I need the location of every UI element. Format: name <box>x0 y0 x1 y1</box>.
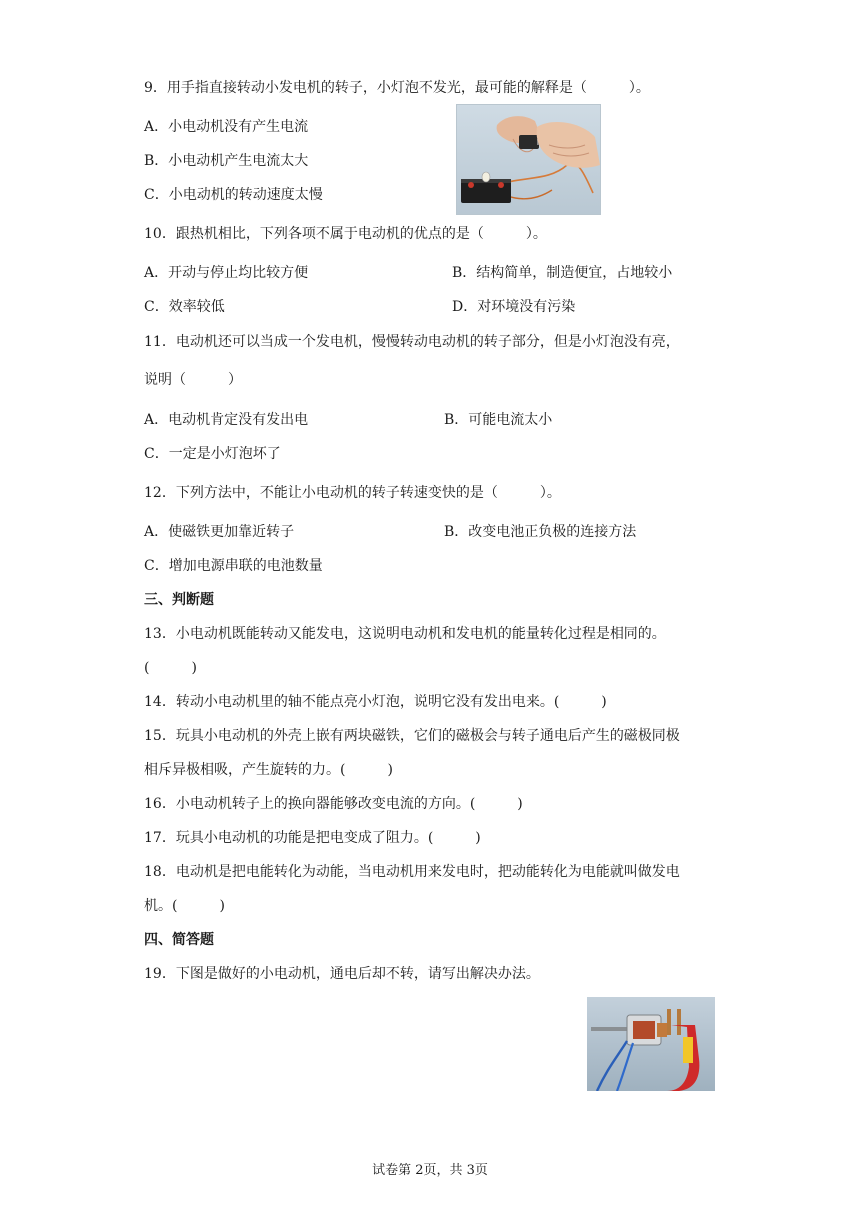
q10-option-b: B．结构简单，制造便宜，占地较小 <box>452 265 673 281</box>
q12-option-a: A．使磁铁更加靠近转子 <box>144 524 295 540</box>
section-true-false-heading: 三、判断题 <box>144 592 214 608</box>
q10-option-d: D．对环境没有污染 <box>452 299 576 315</box>
q16: 16．小电动机转子上的换向器能够改变电流的方向。( ) <box>144 796 523 812</box>
q17: 17．玩具小电动机的功能是把电变成了阻力。( ) <box>144 830 481 846</box>
q11-option-b: B．可能电流太小 <box>444 412 553 428</box>
motor-bulb-photo <box>456 104 601 215</box>
q12-option-b: B．改变电池正负极的连接方法 <box>444 524 637 540</box>
q18-line1: 18．电动机是把电能转化为动能，当电动机用来发电时，把动能转化为电能就叫做发电 <box>144 864 680 880</box>
q14: 14．转动小电动机里的轴不能点亮小灯泡，说明它没有发出电来。( ) <box>144 694 607 710</box>
small-motor-photo <box>587 997 715 1091</box>
q13-line1: 13．小电动机既能转动又能发电，这说明电动机和发电机的能量转化过程是相同的。 <box>144 626 666 642</box>
q10-stem: 10．跟热机相比，下列各项不属于电动机的优点的是（ ）。 <box>144 226 547 242</box>
q13-line2: ( ) <box>144 660 197 676</box>
section-short-answer-heading: 四、简答题 <box>144 932 214 948</box>
q11-stem-line2: 说明（ ） <box>144 372 242 388</box>
q18-line2: 机。( ) <box>144 898 225 914</box>
q9-option-b: B．小电动机产生电流太大 <box>144 153 309 169</box>
q11-option-a: A．电动机肯定没有发出电 <box>144 412 309 428</box>
q12-option-c: C．增加电源串联的电池数量 <box>144 558 323 574</box>
q9-option-c: C．小电动机的转动速度太慢 <box>144 187 323 203</box>
q11-stem-line1: 11．电动机还可以当成一个发电机，慢慢转动电动机的转子部分，但是小灯泡没有亮， <box>144 334 680 350</box>
page-footer: 试卷第 2页，共 3页 <box>372 1163 488 1178</box>
q10-option-c: C．效率较低 <box>144 299 225 315</box>
q15-line1: 15．玩具小电动机的外壳上嵌有两块磁铁，它们的磁极会与转子通电后产生的磁极同极 <box>144 728 680 744</box>
q9-option-a: A．小电动机没有产生电流 <box>144 119 309 135</box>
q19: 19．下图是做好的小电动机，通电后却不转，请写出解决办法。 <box>144 966 540 982</box>
q11-option-c: C．一定是小灯泡坏了 <box>144 446 281 462</box>
q12-stem: 12．下列方法中，不能让小电动机的转子转速变快的是（ ）。 <box>144 485 561 501</box>
q9-stem: 9．用手指直接转动小发电机的转子，小灯泡不发光，最可能的解释是（ ）。 <box>144 80 650 96</box>
q15-line2: 相斥异极相吸，产生旋转的力。( ) <box>144 762 393 778</box>
q10-option-a: A．开动与停止均比较方便 <box>144 265 309 281</box>
